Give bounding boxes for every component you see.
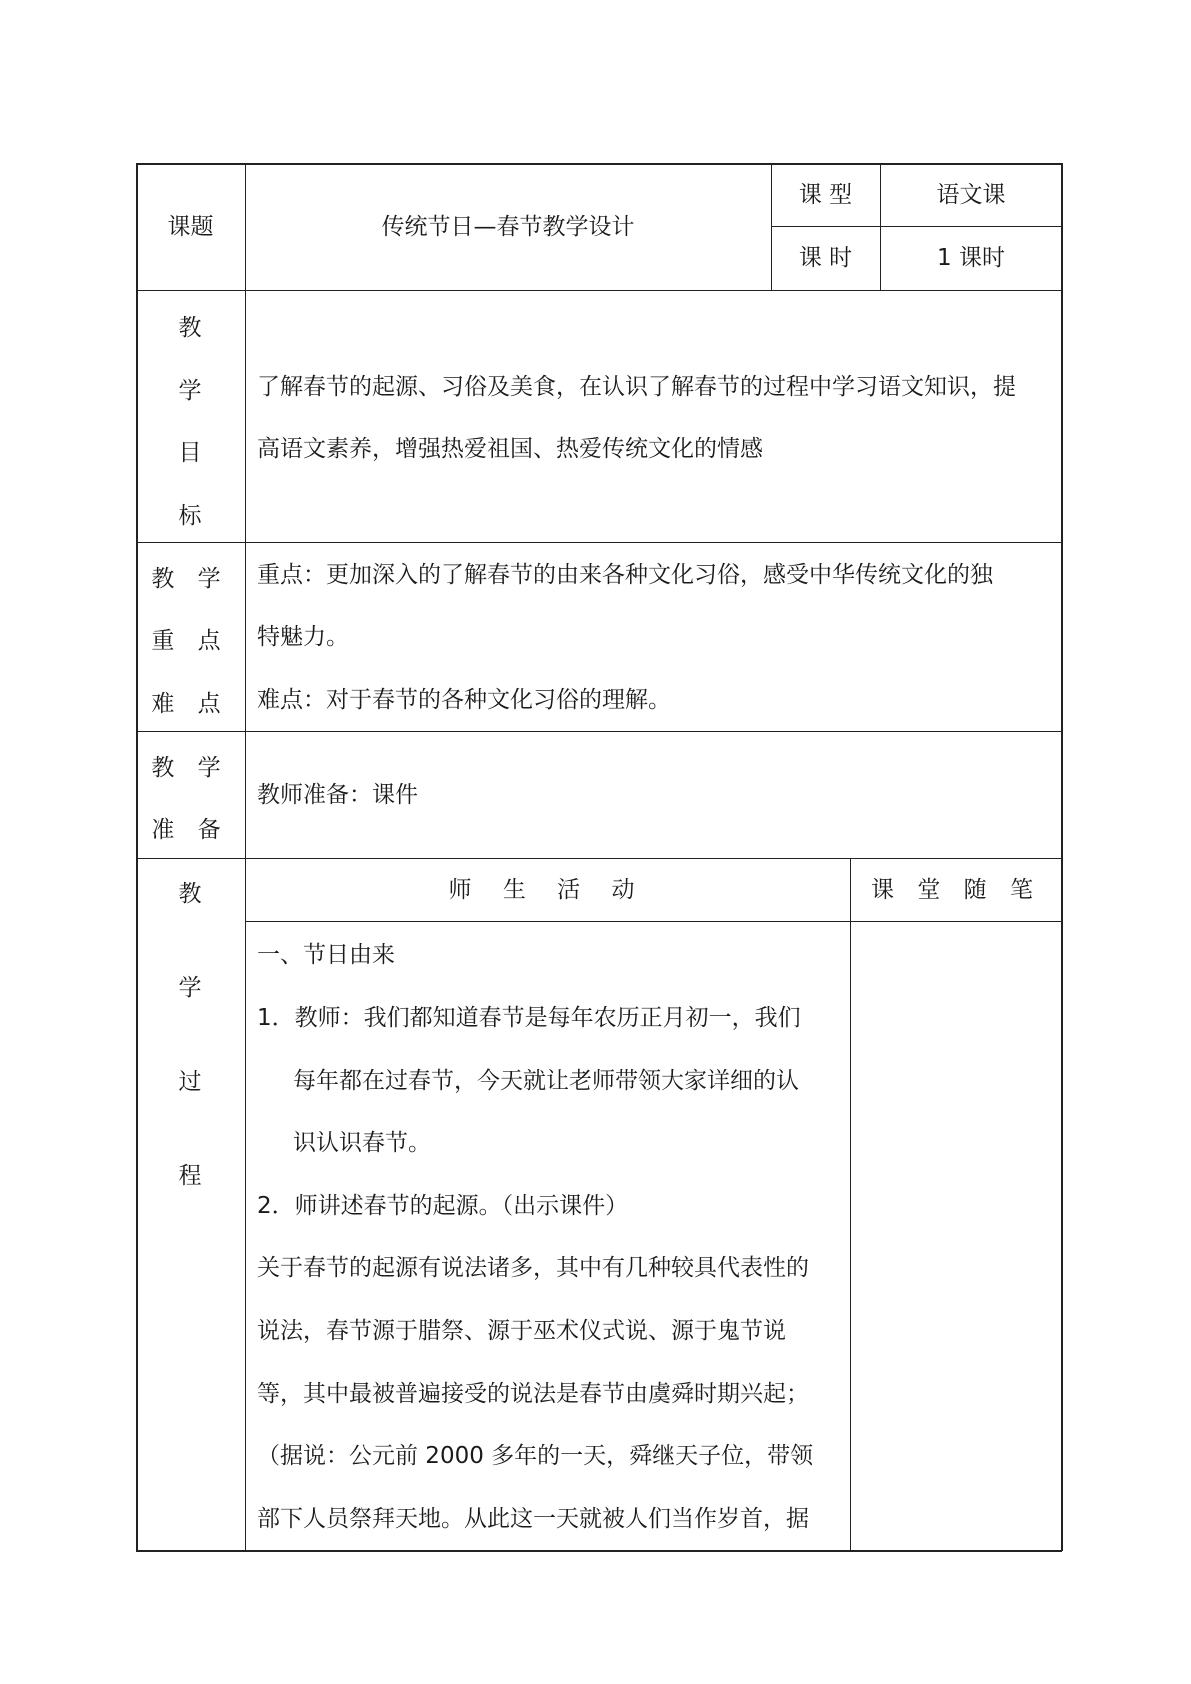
type-label: 课 型 xyxy=(798,181,853,208)
goals-line: 高语文素养，增强热爱祖国、热爱传统文化的情感 xyxy=(257,436,763,462)
goals-label-char: 学 xyxy=(178,378,202,404)
process-label-char: 教 xyxy=(178,881,202,907)
activity-line: 等，其中最被普遍接受的说法是春节由虞舜时期兴起； xyxy=(257,1381,809,1407)
goals-label-char: 标 xyxy=(178,503,202,529)
type-value: 语文课 xyxy=(936,181,1006,208)
activity-line: 每年都在过春节，今天就让老师带领大家详细的认 xyxy=(293,1068,799,1094)
hours-label: 课 时 xyxy=(798,245,853,271)
page-title: 传统节日—春节教学设计 xyxy=(381,213,635,240)
activity-line: 说法，春节源于腊祭、源于巫术仪式说、源于鬼节说 xyxy=(257,1318,786,1344)
hours-value: 1 课时 xyxy=(937,245,1005,271)
type-label-cell xyxy=(771,163,880,226)
notes-header: 课 堂 随 笔 xyxy=(871,876,1041,903)
process-label-char: 程 xyxy=(178,1163,202,1189)
key-points-line: 重点：更加深入的了解春节的由来各种文化习俗，感受中华传统文化的独 xyxy=(257,562,993,588)
subject-title-cell xyxy=(245,163,771,290)
process-label-char: 学 xyxy=(178,975,202,1001)
preparation-label-line: 教 学 xyxy=(151,755,229,781)
preparation-text: 教师准备：课件 xyxy=(257,782,418,808)
subject-label: 课题 xyxy=(167,213,214,240)
type-value-cell xyxy=(880,163,1062,226)
activity-line: 关于春节的起源有说法诸多，其中有几种较具代表性的 xyxy=(257,1255,809,1281)
key-points-line: 难点：对于春节的各种文化习俗的理解。 xyxy=(257,687,671,713)
activity-line: 1．教师：我们都知道春节是每年农历正月初一，我们 xyxy=(257,1005,801,1031)
goals-label-char: 教 xyxy=(178,315,202,341)
key-points-line: 特魅力。 xyxy=(257,624,349,650)
goals-line: 了解春节的起源、习俗及美食，在认识了解春节的过程中学习语文知识，提 xyxy=(257,374,1016,400)
activity-line: （据说：公元前 2000 多年的一天，舜继天子位，带领 xyxy=(257,1443,814,1469)
hours-label-cell xyxy=(771,226,880,290)
goals-label-char: 目 xyxy=(178,440,202,466)
activity-line: 2．师讲述春节的起源。（出示课件） xyxy=(257,1193,629,1219)
hours-value-cell xyxy=(880,226,1062,290)
key-points-label-line: 教 学 xyxy=(151,566,229,592)
activity-line: 识认识春节。 xyxy=(293,1130,431,1156)
notes-area xyxy=(851,922,1061,1550)
subject-label-cell xyxy=(136,163,245,290)
activity-header: 师 生 活 动 xyxy=(448,876,647,903)
key-points-label-line: 难 点 xyxy=(151,691,229,717)
preparation-label-line: 准 备 xyxy=(151,817,229,843)
activity-line: 一、节日由来 xyxy=(257,942,395,968)
process-label-char: 过 xyxy=(178,1069,202,1095)
key-points-label-line: 重 点 xyxy=(151,628,229,654)
activity-line: 部下人员祭拜天地。从此这一天就被人们当作岁首，据 xyxy=(257,1506,809,1532)
